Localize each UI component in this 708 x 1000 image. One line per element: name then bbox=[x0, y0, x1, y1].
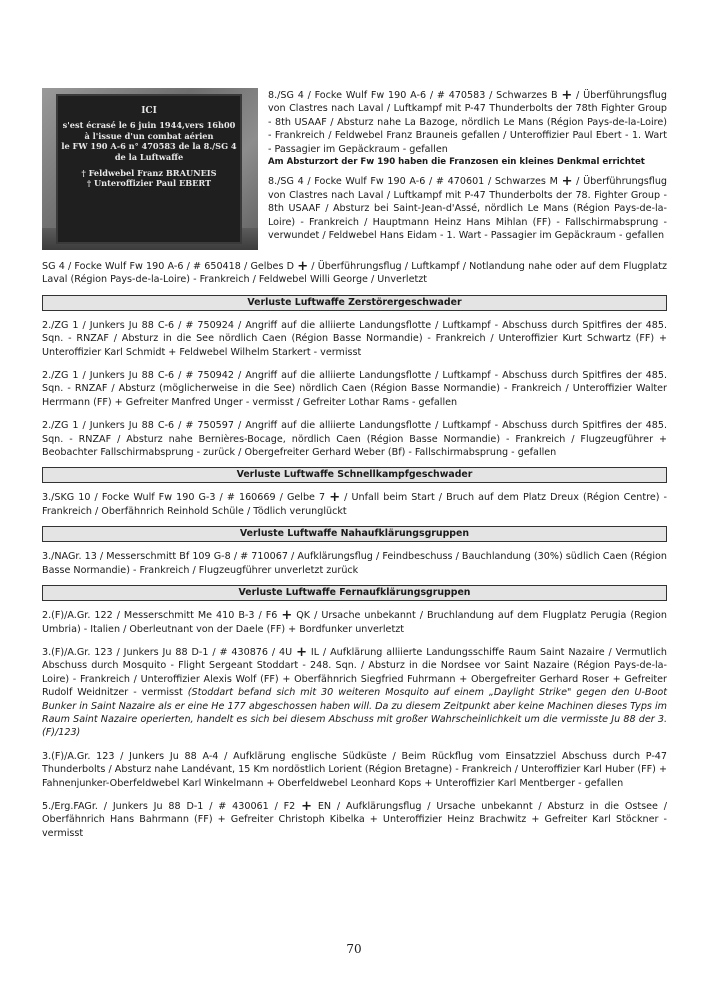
section-heading: Verluste Luftwaffe Nahaufklärungsgruppen bbox=[42, 526, 667, 542]
page-content bbox=[42, 88, 667, 840]
loss-entry: 5./Erg.FAGr. / Junkers Ju 88 D-1 / # 430061 / F2 + EN / Aufklärungsflug / Ursache unbekannt / Absturz in die Ostsee / Oberfähnrich Hans Bahrmann (FF) + Gefreiter Christoph Kibelka + Unteroffizier Heinz Brachwitz + Gefreiter Karl Stöckner - vermisst bbox=[42, 798, 667, 839]
cross-icon: + bbox=[561, 174, 573, 190]
loss-entry: 8./SG 4 / Focke Wulf Fw 190 A-6 / # 470601 / Schwarzes M + / Überführungsflug von Clastres nach Laval / Luftkampf mit P-47 Thunderbolts der 78. Fighter Group - 8th USAAF / Absturz bei Saint-Jean-d'Assé, nördlich Le Mans (Région Pays-de-la-Loire) - Frankreich / Hauptmann Heinz Hans Mihlan (FF) - Fallschirmabsprung - verwundet / Feldwebel Hans Eidam - 1. Wart - Passagier im Gepäckraum - gefallen bbox=[268, 174, 667, 242]
loss-entry: 3./NAGr. 13 / Messerschmitt Bf 109 G-8 / # 710067 / Aufklärungsflug / Feindbeschuss / Bauchlandung (30%) südlich Caen (Région Basse Normandie) - Frankreich / Flugzeugführer unverletzt zurück bbox=[42, 551, 667, 576]
cross-icon: + bbox=[281, 608, 293, 624]
loss-entry: 3./SKG 10 / Focke Wulf Fw 190 G-3 / # 160669 / Gelbe 7 + / Unfall beim Start / Bruch auf dem Platz Dreux (Région Centre) - Frankreich / Oberfähnrich Reinhold Schüle / Tödlich verunglückt bbox=[42, 490, 667, 517]
intro-column bbox=[268, 88, 667, 250]
plaque-line: de la Luftwaffe bbox=[114, 151, 184, 162]
loss-entry: 2./ZG 1 / Junkers Ju 88 C-6 / # 750924 / Angriff auf die alliierte Landungsflotte / Luftkampf - Abschuss durch Spitfires der 485. Sqn. - RNZAF / Absturz in die See nördlich Caen (Région Basse Normandie) - Frankreich / Unteroffizier Kurt Schwartz (FF) + Unteroffizier Karl Schmidt + Feldwebel Wilhelm Starkert - vermisst bbox=[42, 319, 667, 358]
loss-entry: SG 4 / Focke Wulf Fw 190 A-6 / # 650418 / Gelbes D + / Überführungsflug / Luftkampf / Notlandung nahe oder auf dem Flugplatz Laval (Région Pays-de-la-Loire) - Frankreich / Feldwebel Willi George / Unverletzt bbox=[42, 259, 668, 286]
cross-icon: + bbox=[561, 88, 573, 103]
plaque-line: le FW 190 A-6 n° 470583 de la 8./SG 4 bbox=[61, 141, 237, 152]
loss-entry: 2./ZG 1 / Junkers Ju 88 C-6 / # 750942 / Angriff auf die alliierte Landungsflotte / Luftkampf - Abschuss durch Spitfires der 485. Sqn. - RNZAF / Absturz (möglicherweise in die See) nördlich Caen (Région Basse Normandie) - Frankreich / Unteroffizier Walter Herrmann (FF) + Gefreiter Manfred Unger - vermisst / Gefreiter Lothar Rams - gefallen bbox=[42, 370, 667, 408]
loss-entry: 3.(F)/A.Gr. 123 / Junkers Ju 88 D-1 / # 430876 / 4U + IL / Aufklärung alliierte Landungsschiffe Raum Saint Nazaire / Vermutlich Abschuss durch Mosquito - Flight Sergeant Stoddart - 248. Sqn. / Absturz in die Nordsee vor Saint Nazaire (Région Pays-de-la-Loire) - Frankreich / Unteroffizier Alexis Wolf (FF) + Oberfähnrich Siegfried Fuhrmann + Obergefreiter Gerhard Roser + Gefreiter Rudolf Weidnitzer - vermisst (Stoddart befand sich mit 30 weiteren Mosquito auf einem „Daylight Strike" gegen den U-Boot Bunker in Saint Nazaire als er eine He 177 abgeschossen haben will. Da zu diesem Zeitpunkt aber keine Machinen dieses Typs im Raum Saint Nazaire operierten, handelt es sich bei diesem Abschuss mit großer Wahrscheinlichkeit um die vermisste Ju 88 der 3.(F)/123) bbox=[42, 644, 668, 739]
section-heading: Verluste Luftwaffe Zerstörergeschwader bbox=[42, 295, 667, 311]
loss-entry: 3.(F)/A.Gr. 123 / Junkers Ju 88 A-4 / Aufklärung englische Südküste / Beim Rückflug vom Einsatzziel Abschuss durch P-47 Thunderbolts / Absturz nahe Landévant, 15 Km nordöstlich Lorient (Région Bretagne) - Frankreich / Unteroffizier Karl Huber (FF) + Fahnenjunker-Oberfeldwebel Karl Winkelmann + Oberfeldwebel Leonhard Kops + Unteroffizier Karl Mentberger - gefallen bbox=[42, 750, 667, 789]
plaque-line: à l'issue d'un combat aérien bbox=[84, 130, 214, 141]
plaque-line: ICI bbox=[141, 106, 157, 116]
page-number: 70 bbox=[346, 942, 362, 956]
section-heading: Verluste Luftwaffe Schnellkampfgeschwader bbox=[42, 467, 667, 483]
cross-icon: + bbox=[297, 259, 309, 274]
plaque-line: s'est écrasé le 6 juin 1944,vers 16h00 bbox=[62, 120, 236, 131]
section-heading: Verluste Luftwaffe Fernaufklärungsgruppen bbox=[42, 585, 667, 601]
memorial-plaque bbox=[56, 94, 242, 244]
loss-entry: 2./ZG 1 / Junkers Ju 88 C-6 / # 750597 / Angriff auf die alliierte Landungsflotte / Luftkampf - Abschuss durch Spitfires der 485. Sqn. - RNZAF / Absturz nahe Bernières-Bocage, nördlich Caen (Région Basse Normandie) - Frankreich / Flugzeugführer + Beobachter Fallschirmabsprung - zurück / Obergefreiter Gerhard Weber (Bf) - Fallschirmabsprung - gefallen bbox=[42, 420, 667, 459]
loss-entry: 2.(F)/A.Gr. 122 / Messerschmitt Me 410 B-3 / F6 + QK / Ursache unbekannt / Bruchlandung auf dem Flugplatz Perugia (Region Umbria) - Italien / Oberleutnant von der Daele (FF) + Bordfunker unverletzt bbox=[42, 608, 667, 635]
cross-icon: + bbox=[301, 798, 312, 814]
cross-icon: + bbox=[329, 490, 341, 506]
memorial-photo bbox=[42, 88, 258, 250]
plaque-line: † Feldwebel Franz BRAUNEIS bbox=[81, 168, 217, 179]
plaque-line: † Unteroffizier Paul EBERT bbox=[86, 178, 212, 189]
photo-block bbox=[42, 88, 667, 250]
cross-icon: + bbox=[296, 644, 307, 660]
loss-entry-note: (Stoddart befand sich mit 30 weiteren Mosquito auf einem „Daylight Strike" gegen den U-Boot Bunker in Saint Nazaire als er eine He 177 abgeschossen haben will. Da zu diesem Zeitpunkt aber keine Machinen dieses Typs im Raum Saint Nazaire operierten, handelt es sich bei diesem Abschuss mit großer Wahrscheinlichkeit um die vermisste Ju 88 der 3.(F)/123) bbox=[42, 687, 668, 739]
memorial-note: Am Absturzort der Fw 190 haben die Franzosen ein kleines Denkmal errichtet bbox=[268, 157, 645, 168]
loss-entry: 8./SG 4 / Focke Wulf Fw 190 A-6 / # 470583 / Schwarzes B + / Überführungsflug von Clastres nach Laval / Luftkampf mit P-47 Thunderbolts der 78th Fighter Group - 8th USAAF / Absturz nahe La Bazoge, nördlich Le Mans (Région Pays-de-la-Loire) - Frankreich / Feldwebel Franz Brauneis gefallen / Unteroffizier Paul Ebert - 1. Wart - Passagier im Gepäckraum - gefallen bbox=[268, 88, 667, 155]
